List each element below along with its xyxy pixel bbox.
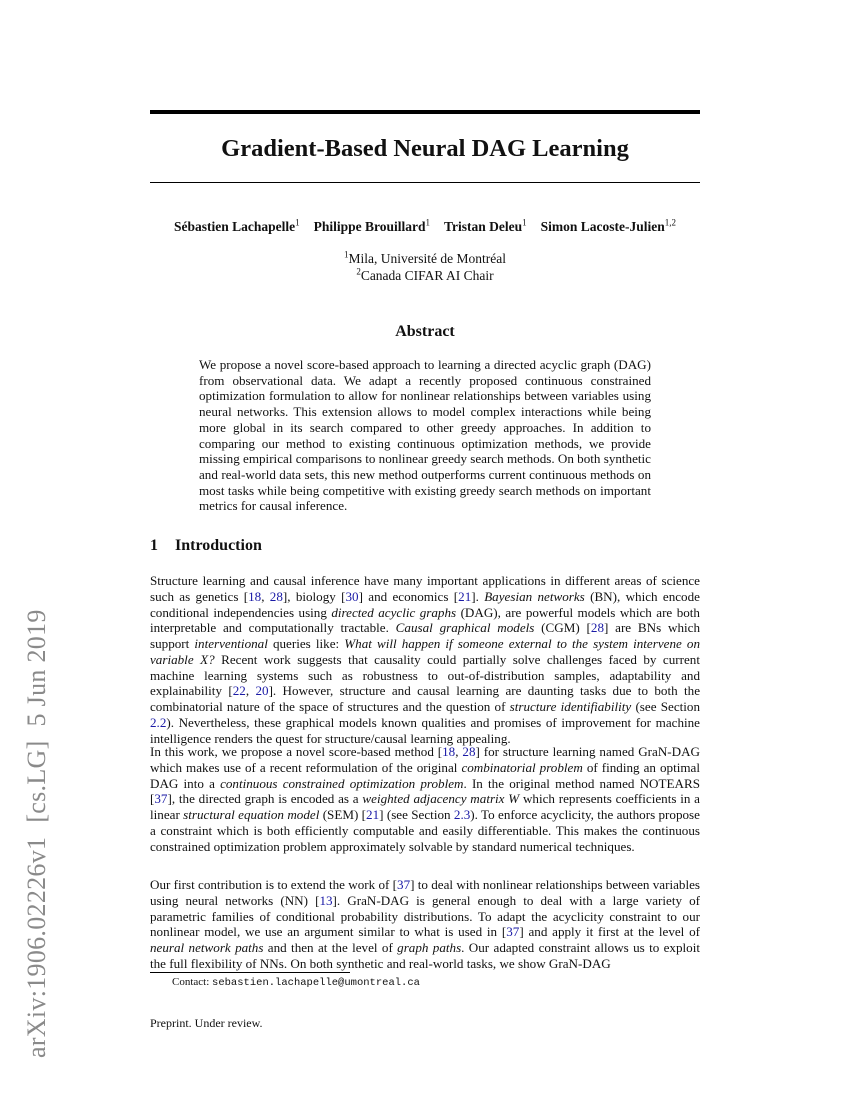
footnote-rule — [150, 972, 350, 973]
citation-link[interactable]: 21 — [366, 807, 380, 822]
paragraph-text: ] and economics [ — [358, 588, 459, 604]
citation-link[interactable]: 2.2 — [150, 714, 167, 730]
paragraph-text: Our first contribution is to extend the work of [ — [150, 877, 398, 892]
contact-email[interactable]: sebastien.lachapelle@umontreal.ca — [212, 977, 420, 989]
paragraph-text: (DAG), are powerful models which are both interpretable and computationally tractable. — [150, 604, 700, 636]
author: Philippe Brouillard$^1$ — [313, 217, 431, 234]
citation-link[interactable]: 37 — [506, 924, 520, 940]
emphasized-text: graph paths — [397, 940, 462, 955]
paragraph-text: Recent work suggests that causality could partially solve challenges faced by current machine learning systems such as robustness to out-of-distribution samples, adaptability and explainability [ — [150, 651, 700, 699]
citation-link[interactable]: 28 — [590, 620, 604, 636]
emphasized-text: Causal graphical models — [395, 620, 535, 636]
paragraph-text: ]. GraN-DAG is general enough to deal with a large variety of parametric families of conditional probability distributions. To adapt the acyclicity constraint to our nonlinear model, we use an argument similar to what is used in [ — [150, 892, 700, 940]
body-paragraph — [150, 877, 700, 972]
section-number: 1 — [150, 537, 158, 554]
paragraph-text: , — [261, 588, 270, 604]
citation-link[interactable]: 18 — [248, 588, 262, 604]
paragraph-text: ], biology [ — [282, 588, 346, 604]
paragraph-text: (SEM) [ — [319, 807, 367, 822]
citation-link[interactable]: 13 — [319, 892, 333, 908]
emphasized-text: structural equation model — [183, 807, 320, 822]
footnote-label: Contact: — [172, 976, 210, 988]
emphasized-text: combinatorial problem — [461, 759, 583, 775]
paragraph-text: (see Section — [631, 699, 700, 714]
emphasized-text: neural network paths — [150, 940, 264, 955]
paragraph-text: , — [455, 744, 463, 759]
paragraph-text: , — [245, 683, 256, 699]
paragraph-text: ] to deal with nonlinear relationships between variables using neural networks (NN) [ — [150, 877, 700, 908]
paragraph-text: (BN), which encode conditional independencies using — [150, 588, 700, 620]
arxiv-date: 5 Jun 2019 — [22, 609, 51, 727]
arxiv-identifier-stamp — [22, 609, 52, 1058]
citation-link[interactable]: 37 — [154, 791, 168, 807]
emphasized-text: What will happen if someone external to the system intervene on variable X? — [150, 636, 701, 667]
section-heading — [150, 537, 262, 555]
paragraph-text: which represents coefficients in a linear — [150, 791, 700, 822]
emphasized-text: structure identifiability — [509, 699, 632, 714]
author: Sébastien Lachapelle$^1$ — [173, 217, 300, 234]
paragraph-text: ] are BNs which support — [150, 620, 700, 651]
citation-link[interactable]: 18 — [442, 744, 456, 759]
abstract-text: We propose a novel score-based approach to learning a directed acyclic graph (DAG) from observational data. We adapt a recently proposed continuous constrained optimization formulation to allow for nonlinear relationships between variables using neural networks. This extension allows to model complex interactions while being more global in its search compared to other greedy approaches. In addition to comparing our method to existing continuous optimization methods, we provide missing empirical comparisons to nonlinear greedy search methods. On both synthetic and real-world data sets, this new method outperforms current continuous methods on most tasks while being competitive with existing greedy search methods on important metrics for causal inference. — [199, 357, 651, 514]
paragraph-text: ]. — [471, 588, 485, 604]
title-top-rule — [150, 110, 700, 114]
paragraph-text: ). Nevertheless, these graphical models known qualities and promises of improvement for machine intelligence renders the quest for structure/causal learning appealing. — [150, 714, 700, 746]
paragraph-text: ] (see Section — [379, 807, 454, 822]
emphasized-text: directed acyclic graphs — [331, 604, 457, 620]
paragraph-text: ] and apply it first at the level of — [519, 924, 700, 940]
title-bottom-rule — [150, 182, 700, 183]
citation-link[interactable]: 37 — [397, 877, 411, 892]
emphasized-text: weighted adjacency matrix W — [362, 791, 520, 807]
paragraph-text: queries like: — [267, 636, 345, 651]
arxiv-id: arXiv:1906.02226v1 — [22, 836, 51, 1058]
body-paragraph — [150, 744, 700, 854]
emphasized-text: continuous constrained optimization problem — [220, 775, 464, 791]
citation-link[interactable]: 22 — [232, 683, 246, 699]
emphasized-text: Bayesian networks — [484, 588, 585, 604]
citation-link[interactable]: 30 — [345, 588, 359, 604]
section-title: Introduction — [175, 537, 262, 554]
author: Tristan Deleu$^1$ — [444, 217, 527, 234]
citation-link[interactable]: 2.3 — [453, 807, 471, 822]
paragraph-text: ). To enforce acyclicity, the authors propose a constraint which is both efficiently computable and easily differentiable. This makes the continuous constrained optimization problem approximately solvable by standard numerical techniques. — [150, 807, 700, 854]
paragraph-text: In this work, we propose a novel score-based method [ — [150, 744, 443, 759]
affiliation: $^2$Canada CIFAR AI Chair — [356, 266, 494, 283]
paragraph-text: ]. However, structure and causal learning are daunting tasks due to both the combinatorial nature of the space of structures and the question of — [150, 683, 701, 714]
citation-link[interactable]: 28 — [269, 588, 283, 604]
citation-link[interactable]: 20 — [255, 683, 269, 699]
footnote — [172, 976, 420, 989]
abstract-heading: Abstract — [395, 323, 455, 340]
footer-note: Preprint. Under review. — [150, 1016, 263, 1030]
body-paragraph — [150, 573, 700, 746]
citation-link[interactable]: 21 — [458, 588, 472, 604]
author: Simon Lacoste-Julien$^{1,2}$ — [540, 217, 677, 234]
paragraph-text: . In the original method named NOTEARS [ — [150, 775, 700, 807]
paper-title: Gradient-Based Neural DAG Learning — [221, 135, 629, 162]
paragraph-text: (CGM) [ — [534, 620, 591, 636]
paragraph-text: Structure learning and causal inference have many important applications in different areas of science such as genetics [ — [150, 573, 700, 604]
paragraph-text: ] for structure learning named GraN-DAG which makes use of a recent reformulation of the original — [150, 744, 701, 775]
arxiv-category: [cs.LG] — [22, 740, 51, 823]
paragraph-text: and then at the level of — [263, 940, 398, 955]
paragraph-text: of finding an optimal DAG into a — [150, 759, 700, 791]
citation-link[interactable]: 28 — [462, 744, 476, 759]
affiliation: $^1$Mila, Université de Montréal — [344, 249, 506, 266]
paragraph-text: ], the directed graph is encoded as a — [167, 791, 363, 807]
author-list — [150, 219, 700, 235]
emphasized-text: interventional — [194, 636, 268, 651]
paragraph-text: . Our adapted constraint allows us to exploit the full flexibility of NNs. On both synthetic and real-world tasks, we show GraN-DAG — [150, 940, 700, 971]
